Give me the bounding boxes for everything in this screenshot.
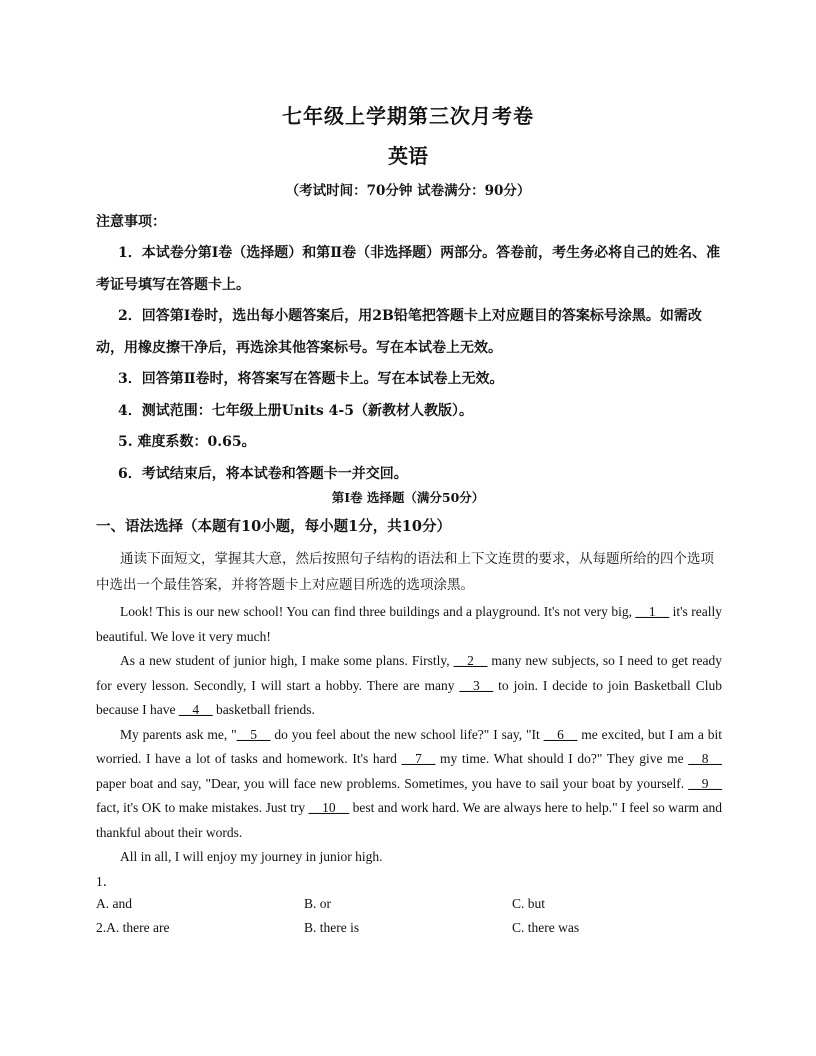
- option-b: B. or: [304, 896, 331, 911]
- notice-item: 2．回答第Ⅰ卷时，选出每小题答案后，用2B铅笔把答题卡上对应题目的答案标号涂黑。如需改动，用橡皮擦干净后，再选涂其他答案标号。写在本试卷上无效。: [96, 308, 702, 356]
- option-c: C. there was: [512, 920, 580, 935]
- passage-text: many new subjects, so I need to get ready for every lesson. Secondly, I will start a hobby. There are many: [96, 653, 722, 693]
- reading-passage: [96, 600, 722, 870]
- exam-title: 七年级上学期第三次月考卷: [282, 104, 534, 128]
- section-instructions: 通读下面短文，掌握其大意，然后按照句子结构的语法和上下文连贯的要求，从每题所给的四个选项中选出一个最佳答案，并将答题卡上对应题目所选的选项涂黑。: [96, 551, 714, 593]
- blank-10: __10__: [308, 800, 350, 815]
- passage-text: to join. I decide to join Basketball Club because I have: [96, 677, 722, 717]
- passage-text: As a new student of junior high, I make some plans. Firstly,: [120, 653, 454, 668]
- subject-title: 英语: [388, 144, 428, 168]
- notice-item: 4．测试范围：七年级上册Units 4-5（新教材人教版）。: [118, 402, 473, 419]
- passage-text: fact, it's OK to make mistakes. Just try: [96, 800, 309, 815]
- blank-6: __6__: [543, 726, 578, 742]
- passage-text: paper boat and say, "Dear, you will face new problems. Sometimes, you have to sail your boat by yourself.: [96, 775, 689, 791]
- passage-text: do you feel about the new school life?" I say, "It: [270, 726, 544, 742]
- blank-2: __2__: [453, 653, 488, 668]
- passage-text: me excited, but I am a bit worried. I have a lot of tasks and homework. It's hard: [96, 726, 722, 766]
- notice-item: 5. 难度系数：0.65。: [118, 434, 256, 450]
- passage-text: my time. What should I do?" They give me: [435, 751, 689, 766]
- blank-5: __5__: [236, 726, 271, 742]
- passage-paragraph: All in all, I will enjoy my journey in junior high.: [120, 849, 383, 864]
- passage-text: My parents ask me, ": [120, 726, 237, 742]
- passage-paragraph: [96, 723, 722, 846]
- passage-text: best and work hard. We are always here to help." I feel so warm and thankful about their words.: [96, 800, 723, 840]
- blank-9: __9__: [688, 775, 722, 791]
- blank-3: __3__: [459, 677, 494, 693]
- blank-4: __4__: [178, 702, 213, 717]
- passage-paragraph: [96, 649, 722, 723]
- option-b: B. there is: [304, 920, 360, 935]
- notices-list: [96, 238, 722, 490]
- section-heading: 一、语法选择（本题有10小题，每小题1分，共10分）: [96, 518, 451, 535]
- blank-8: __8__: [688, 751, 722, 766]
- passage-paragraph: [96, 600, 722, 649]
- notice-item: 3．回答第Ⅱ卷时，将答案写在答题卡上。写在本试卷上无效。: [118, 371, 504, 387]
- option-a: A. and: [96, 896, 132, 911]
- question-1-number: 1．: [96, 874, 117, 889]
- passage-text: it's really beautiful. We love it very much!: [96, 604, 722, 644]
- part1-heading: 第Ⅰ卷 选择题（满分50分）: [331, 490, 485, 505]
- notice-item: 1．本试卷分第Ⅰ卷（选择题）和第Ⅱ卷（非选择题）两部分。答卷前，考生务必将自己的姓名、准考证号填写在答题卡上。: [96, 245, 721, 293]
- notices-heading: 注意事项：: [96, 214, 166, 230]
- notice-item: 6．考试结束后，将本试卷和答题卡一并交回。: [118, 465, 408, 482]
- blank-7: __7__: [401, 751, 436, 766]
- passage-text: basketball friends.: [212, 702, 315, 717]
- exam-info: （考试时间：70分钟 试卷满分：90分）: [285, 183, 531, 199]
- option-a: 2.A. there are: [96, 920, 170, 935]
- option-c: C. but: [512, 896, 546, 911]
- blank-1: __1__: [635, 604, 670, 619]
- passage-text: Look! This is our new school! You can find three buildings and a playground. It's not very big,: [120, 604, 636, 619]
